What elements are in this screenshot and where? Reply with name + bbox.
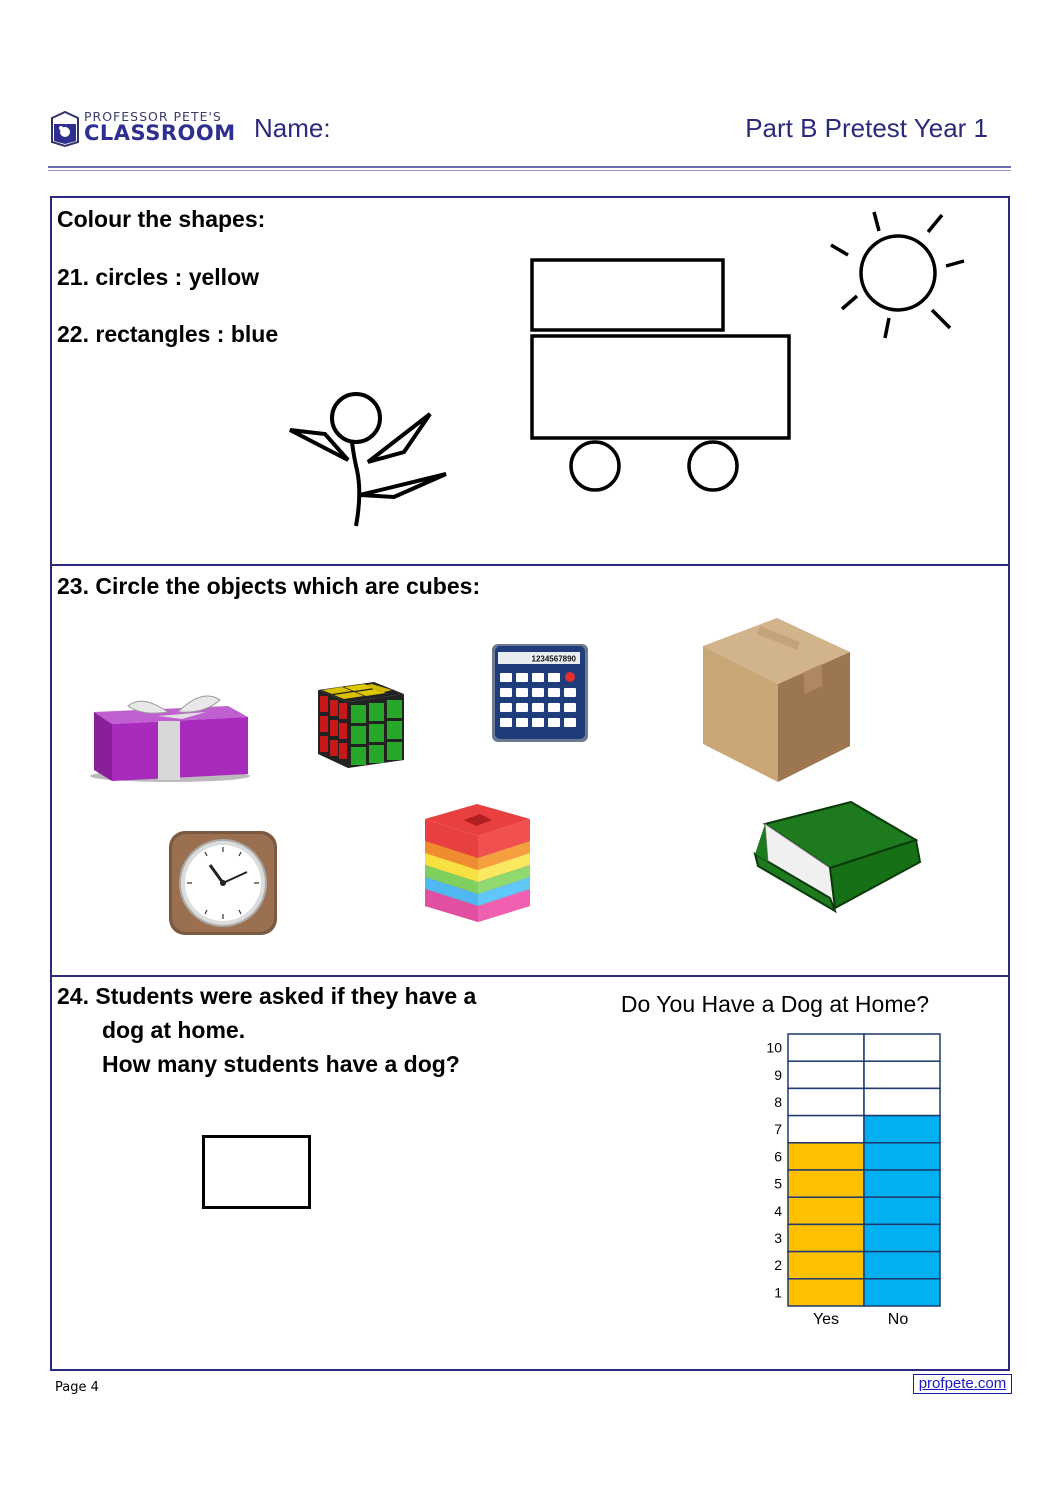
empty-cell-yes [788, 1034, 864, 1061]
empty-cell-yes [788, 1116, 864, 1143]
bar-cell-yes [788, 1224, 864, 1251]
bar-cell-no [864, 1252, 940, 1279]
sun-ray [831, 245, 848, 255]
question-21: 21. circles : yellow [57, 264, 260, 290]
objects-canvas [52, 566, 1008, 975]
calculator-object[interactable] [492, 644, 588, 742]
question-24-line1: 24. Students were asked if they have a [57, 983, 477, 1009]
section-cubes [52, 566, 1008, 977]
y-tick-label: 8 [774, 1094, 782, 1110]
answer-box[interactable] [202, 1135, 311, 1209]
bar-cell-no [864, 1143, 940, 1170]
gift-box-object[interactable] [90, 696, 250, 782]
question-24-line2: dog at home. [102, 1017, 246, 1043]
truck-top-rectangle[interactable] [532, 260, 723, 330]
logo [48, 106, 236, 150]
dog-bar-chart [588, 977, 1008, 1367]
sun-ray [885, 318, 889, 338]
empty-cell-no [864, 1034, 940, 1061]
header-rule [48, 166, 1011, 168]
y-tick-label: 7 [774, 1121, 782, 1138]
rubiks-cube-object[interactable] [318, 682, 404, 768]
y-tick-label: 6 [774, 1148, 782, 1165]
question-22: 22. rectangles : blue [57, 321, 279, 347]
y-tick-label: 9 [774, 1066, 782, 1083]
calculator-display: 1234567890 [531, 654, 576, 664]
y-tick-label: 5 [774, 1175, 782, 1192]
flower-stem [352, 442, 359, 526]
header-rule-thin [48, 170, 1011, 171]
truck-wheel-left[interactable] [571, 442, 619, 490]
empty-cell-yes [788, 1088, 864, 1115]
empty-cell-yes [788, 1061, 864, 1088]
y-tick-label: 4 [774, 1202, 782, 1219]
test-title: Part B Pretest Year 1 [745, 113, 988, 143]
worksheet [50, 196, 1010, 1371]
clock-object[interactable] [169, 831, 277, 935]
truck-wheel-right[interactable] [689, 442, 737, 490]
bar-cell-no [864, 1170, 940, 1197]
flower-drawing[interactable] [290, 394, 446, 526]
bar-cell-yes [788, 1170, 864, 1197]
section2-heading: 23. Circle the objects which are cubes: [57, 573, 481, 599]
truck-body-rectangle[interactable] [532, 336, 789, 438]
name-label: Name: [254, 113, 331, 143]
bar-cell-no [864, 1279, 940, 1306]
x-tick-label: Yes [812, 1311, 840, 1328]
empty-cell-no [864, 1061, 940, 1088]
sun-ray [932, 310, 950, 328]
bar-cell-yes [788, 1143, 864, 1170]
sun-ray [946, 261, 964, 266]
sun-ray [928, 215, 942, 232]
section1-heading: Colour the shapes: [57, 206, 266, 232]
bar-cell-yes [788, 1197, 864, 1224]
bar-cell-yes [788, 1279, 864, 1306]
logo-icon [48, 108, 82, 148]
flower-head-circle[interactable] [332, 394, 380, 442]
truck-drawing [532, 260, 789, 490]
logo-line2: CLASSROOM [84, 121, 236, 145]
book-object[interactable] [755, 802, 920, 911]
flower-leaf-upper-right [368, 414, 430, 462]
page-number: Page 4 [55, 1380, 99, 1395]
bar-cell-no [864, 1116, 940, 1143]
y-tick-label: 1 [774, 1284, 782, 1301]
sun-drawing [831, 212, 964, 338]
cardboard-box-object[interactable] [703, 618, 850, 782]
empty-cell-no [864, 1088, 940, 1115]
bar-cell-no [864, 1224, 940, 1251]
chart-title: Do You Have a Dog at Home? [620, 991, 930, 1017]
y-tick-label: 10 [766, 1039, 782, 1056]
profpete-link[interactable]: profpete.com [913, 1374, 1012, 1394]
sun-ray [842, 296, 857, 309]
rainbow-cube-object[interactable] [425, 804, 530, 922]
bar-cell-no [864, 1197, 940, 1224]
shapes-canvas [52, 198, 1008, 564]
question-24-line3: How many students have a dog? [102, 1051, 460, 1077]
bar-cell-yes [788, 1252, 864, 1279]
section-dog-graph [52, 977, 1008, 1369]
sun-circle[interactable] [861, 236, 935, 310]
flower-leaf-lower-right [360, 474, 446, 497]
x-tick-label: No [887, 1311, 909, 1328]
y-tick-label: 2 [774, 1257, 782, 1274]
logo-line1: PROFESSOR PETE'S [84, 109, 222, 124]
sun-ray [874, 212, 879, 231]
y-tick-label: 3 [774, 1230, 782, 1246]
section-colour-shapes [52, 198, 1008, 566]
